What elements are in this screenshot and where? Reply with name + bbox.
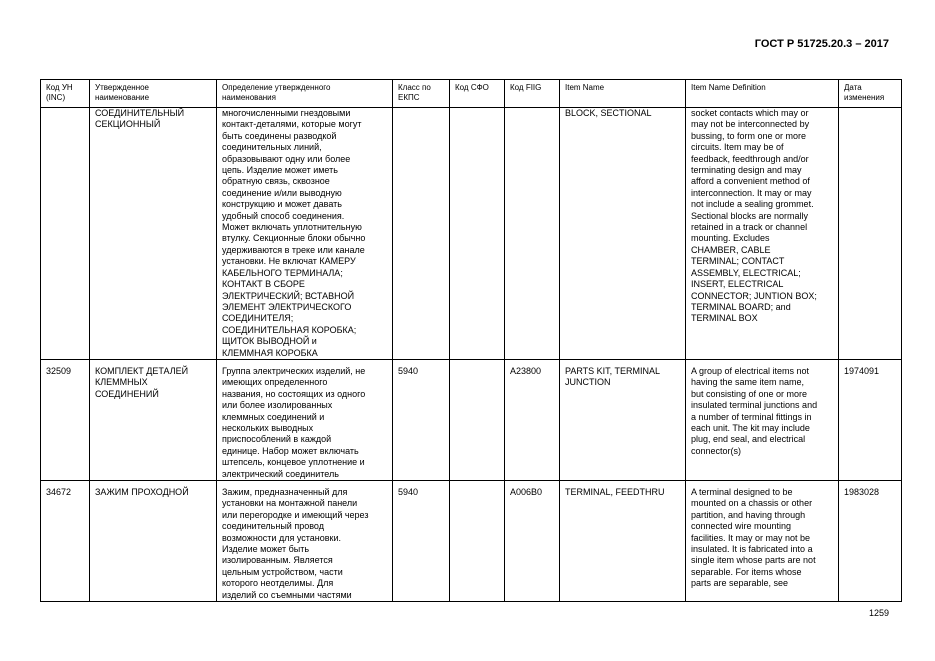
cell-fiig-code [505,108,560,360]
cell-approved-name: ЗАЖИМ ПРОХОДНОЙ [90,481,217,602]
table-header-row [41,80,902,108]
cell-change-date [839,108,902,360]
cell-inc: 34672 [41,481,90,602]
col-header-item-name: Item Name [560,80,686,108]
item-name-table [40,79,902,602]
cell-item-name-definition: A group of electrical items not having the same item name, but consisting of one or more insulated terminal junctions and a number of terminal fittings in each unit. The kit may include plug, end seal, and electrical connector(s) [686,359,839,480]
page-number: 1259 [868,608,889,618]
table-row [41,359,902,480]
cell-item-name: PARTS KIT, TERMINAL JUNCTION [560,359,686,480]
cell-change-date: 1983028 [839,481,902,602]
cell-item-name-definition: socket contacts which may or may not be interconnected by bussing, to form one or more circuits. Item may be of feedback, feedthrough and/or terminating design and may afford a convenient method of interconnection. It may or may not include a sealing grommet. Sectional blocks are normally retained in a track or channel mounting. Excludes CHAMBER, CABLE TERMINAL; CONTACT ASSEMBLY, ELECTRICAL; INSERT, ELECTRICAL CONNECTOR; JUNTION BOX; TERMINAL BOARD; and TERMINAL BOX [686,108,839,360]
cell-sfo-code [450,481,505,602]
cell-definition-ru: многочисленными гнездовыми контакт-деталями, которые могут быть соединены разводкой соединительных линий, образовывают одну или более цепь. Изделие может иметь обратную связь, сквозное соединение и/или выводную конструкцию и может давать удобный способ соединения. Может включать уплотнительную втулку. Секционные блоки обычно удерживаются в треке или канале установки. Не включат КАМЕРУ КАБЕЛЬНОГО ТЕРМИНАЛА; КОНТАКТ В СБОРЕ ЭЛЕКТРИЧЕСКИЙ; ВСТАВНОЙ ЭЛЕМЕНТ ЭЛЕКТРИЧЕСКОГО СОЕДИНИТЕЛЯ; СОЕДИНИТЕЛЬНАЯ КОРОБКА; ЩИТОК ВЫВОДНОЙ и КЛЕММНАЯ КОРОБКА [217,108,393,360]
col-header-definition-ru: Определение утвержденного наименования [217,80,393,108]
standard-code: ГОСТ Р 51725.20.3 – 2017 [754,38,889,50]
col-header-fiig-code: Код FIIG [505,80,560,108]
cell-definition-ru: Группа электрических изделий, не имеющих определенного названия, но состоящих из одного или более изолированных клеммных соединений и нескольких выводных приспособлений в каждой единице. Набор может включать штепсель, концевое уплотнение и электрический соединитель [217,359,393,480]
table-row [41,481,902,602]
cell-inc: 32509 [41,359,90,480]
cell-change-date: 1974091 [839,359,902,480]
cell-fiig-code: A23800 [505,359,560,480]
cell-sfo-code [450,108,505,360]
cell-fiig-code: A006B0 [505,481,560,602]
cell-approved-name: СОЕДИНИТЕЛЬНЫЙ СЕКЦИОННЫЙ [90,108,217,360]
col-header-inc: Код УН (INC) [41,80,90,108]
cell-ekps-class: 5940 [393,359,450,480]
col-header-sfo-code: Код СФО [450,80,505,108]
col-header-change-date: Дата изменения [839,80,902,108]
cell-ekps-class: 5940 [393,481,450,602]
cell-item-name: BLOCK, SECTIONAL [560,108,686,360]
cell-item-name-definition: A terminal designed to be mounted on a chassis or other partition, and having through connected wire mounting facilities. It may or may not be insulated. It is fabricated into a single item whose parts are not separable. For items whose parts are separable, see [686,481,839,602]
col-header-item-name-definition: Item Name Definition [686,80,839,108]
cell-ekps-class [393,108,450,360]
table-row [41,108,902,360]
cell-definition-ru: Зажим, предназначенный для установки на монтажной панели или перегородке и имеющий через соединительный провод возможности для установки. Изделие может быть изолированным. Является цельным устройством, части которого неотделимы. Для изделий со съемными частями [217,481,393,602]
cell-sfo-code [450,359,505,480]
cell-approved-name: КОМПЛЕКТ ДЕТАЛЕЙ КЛЕММНЫХ СОЕДИНЕНИЙ [90,359,217,480]
cell-inc [41,108,90,360]
col-header-ekps-class: Класс по ЕКПС [393,80,450,108]
col-header-approved-name: Утвержденное наименование [90,80,217,108]
cell-item-name: TERMINAL, FEEDTHRU [560,481,686,602]
